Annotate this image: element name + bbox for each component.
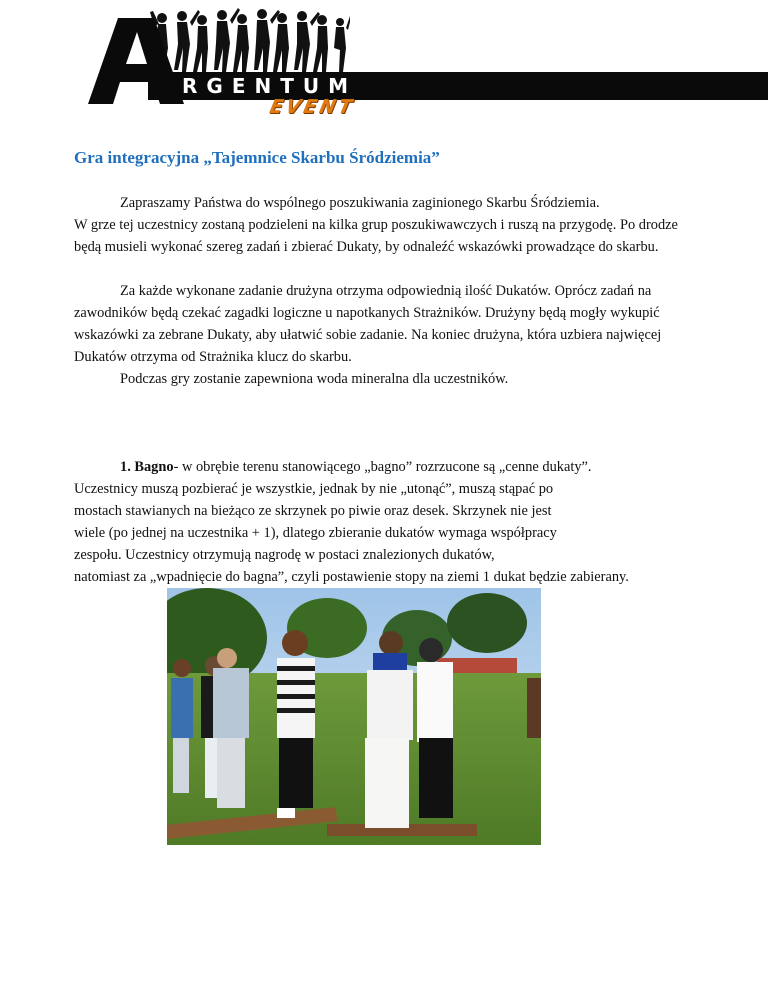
task1-first-line xyxy=(74,456,696,478)
task1-line4: wiele (po jednej na uczestnika + 1), dlatego zbieranie dukatów wymaga współpracy xyxy=(74,525,557,541)
task1-line5: zespołu. Uczestnicy otrzymują nagrodę w postaci znalezionych dukatów, xyxy=(74,547,495,563)
task1-line3: mostach stawianych na bieżąco ze skrzynek po piwie oraz desek. Skrzynek nie jest xyxy=(74,503,552,519)
logo-word: RGENTUM xyxy=(182,74,358,98)
header-logo xyxy=(0,0,768,130)
intro-line1: Zapraszamy Państwa do wspólnego poszukiwania zaginionego Skarbu Śródziemia. xyxy=(120,195,600,211)
intro-paragraph-2: Za każde wykonane zadanie drużyna otrzyma odpowiednią ilość Dukatów. Oprócz zadań na zawodników będą czekać zagadki logiczne u napotkanych Strażników. Drużyny będą mogły wykupić wskazówki za zebrane Dukaty, aby ułatwić sobie zadanie. Na koniec drużyna, która uzbiera najwięcej Dukatów otrzyma od Strażnika klucz do skarbu. xyxy=(74,283,662,365)
logo-event-text: EVENT xyxy=(267,96,357,118)
task1-intro: - w obrębie terenu stanowiącego „bagno” rozrzucone są „cenne dukaty”. xyxy=(173,459,592,475)
task1-heading: 1. Bagno xyxy=(120,459,174,475)
page-title: Gra integracyjna „Tajemnice Skarbu Śródziemia” xyxy=(74,148,440,167)
intro-paragraph-3: Podczas gry zostanie zapewniona woda mineralna dla uczestników. xyxy=(120,371,509,387)
intro-rest: W grze tej uczestnicy zostaną podzieleni na kilka grup poszukiwawczych i ruszą na przygodę. Po drodze będą musieli wykonać szereg zadań i zbierać Dukaty, by odnaleźć wskazówki prowadzące do skarbu. xyxy=(74,217,678,255)
task1-line6: natomiast za „wpadnięcie do bagna”, czyli postawienie stopy na ziemi 1 dukat będzie zabierany. xyxy=(74,569,629,585)
team-game-photo xyxy=(167,588,541,845)
task1-line2: Uczestnicy muszą pozbierać je wszystkie, jednak by nie „utonąć”, muszą stąpać po xyxy=(74,481,554,497)
